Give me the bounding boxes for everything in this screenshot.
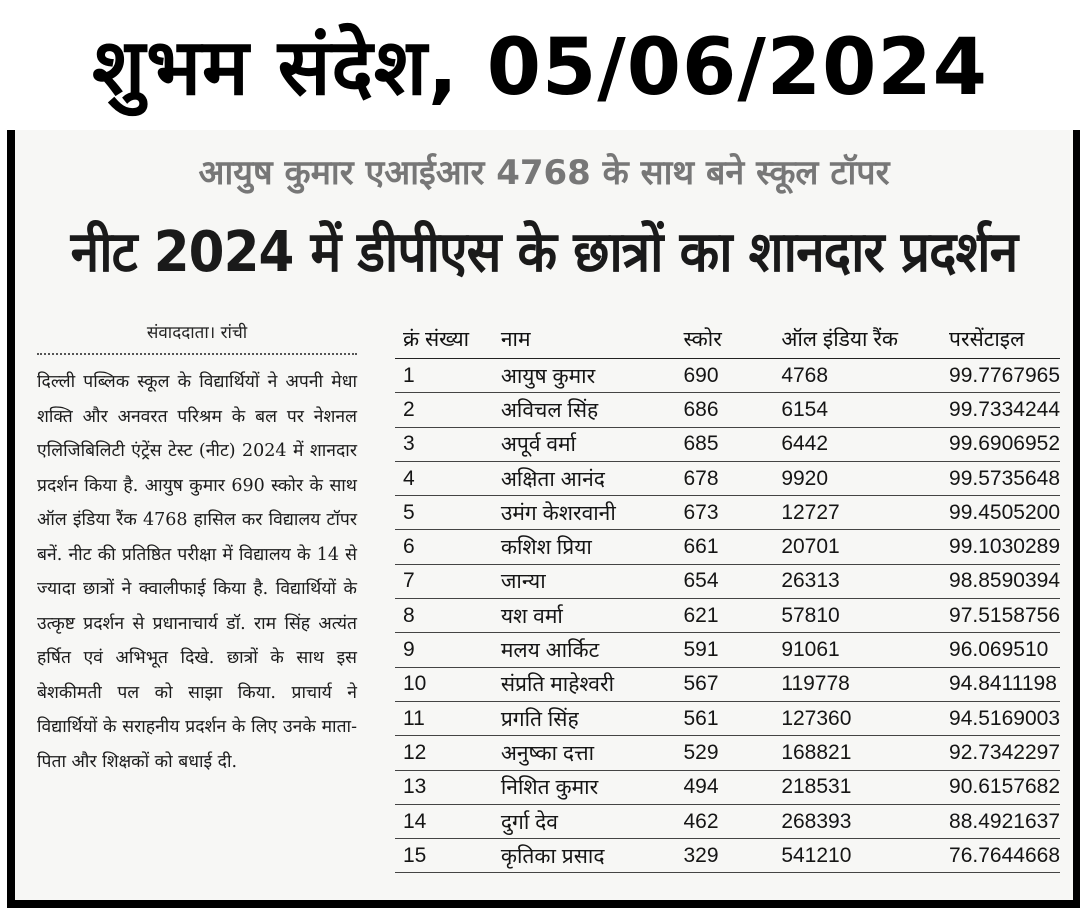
column-header-serial: क्रं संख्या bbox=[395, 322, 493, 359]
cell-serial: 14 bbox=[395, 804, 493, 838]
cell-percentile: 76.7644668 bbox=[941, 839, 1060, 873]
cell-serial: 12 bbox=[395, 736, 493, 770]
cell-serial: 3 bbox=[395, 427, 493, 461]
cell-serial: 15 bbox=[395, 839, 493, 873]
cell-score: 685 bbox=[676, 427, 774, 461]
cell-percentile: 94.8411198 bbox=[941, 667, 1060, 701]
cell-name: प्रगति सिंह bbox=[493, 701, 676, 735]
cell-percentile: 99.1030289 bbox=[941, 530, 1060, 564]
cell-name: अक्षिता आनंद bbox=[493, 461, 676, 495]
cell-name: यश वर्मा bbox=[493, 599, 676, 633]
results-table bbox=[395, 322, 1060, 873]
cell-rank: 119778 bbox=[773, 667, 941, 701]
cell-serial: 9 bbox=[395, 633, 493, 667]
cell-name: निशित कुमार bbox=[493, 770, 676, 804]
table-row bbox=[395, 736, 1060, 770]
cell-name: आयुष कुमार bbox=[493, 359, 676, 393]
table-row bbox=[395, 770, 1060, 804]
cell-percentile: 99.6906952 bbox=[941, 427, 1060, 461]
cell-percentile: 94.5169003 bbox=[941, 701, 1060, 735]
cell-percentile: 90.6157682 bbox=[941, 770, 1060, 804]
byline-divider bbox=[37, 353, 357, 355]
cell-rank: 168821 bbox=[773, 736, 941, 770]
byline: संवाददाता। रांची bbox=[146, 323, 248, 343]
column-header-percentile: परसेंटाइल bbox=[941, 322, 1060, 359]
column-header-score: स्कोर bbox=[676, 322, 774, 359]
cell-score: 661 bbox=[676, 530, 774, 564]
cell-rank: 12727 bbox=[773, 496, 941, 530]
table-row bbox=[395, 359, 1060, 393]
cell-name: अनुष्का दत्ता bbox=[493, 736, 676, 770]
cell-name: अविचल सिंह bbox=[493, 393, 676, 427]
cell-rank: 91061 bbox=[773, 633, 941, 667]
cell-serial: 13 bbox=[395, 770, 493, 804]
table-row bbox=[395, 564, 1060, 598]
article-story bbox=[37, 320, 357, 779]
results-body bbox=[395, 359, 1060, 873]
cell-serial: 6 bbox=[395, 530, 493, 564]
cell-percentile: 99.7334244 bbox=[941, 393, 1060, 427]
cell-score: 673 bbox=[676, 496, 774, 530]
article-frame bbox=[7, 130, 1080, 908]
cell-percentile: 88.4921637 bbox=[941, 804, 1060, 838]
cell-score: 686 bbox=[676, 393, 774, 427]
column-header-name: नाम bbox=[493, 322, 676, 359]
cell-rank: 268393 bbox=[773, 804, 941, 838]
cell-rank: 20701 bbox=[773, 530, 941, 564]
cell-percentile: 96.069510 bbox=[941, 633, 1060, 667]
cell-score: 329 bbox=[676, 839, 774, 873]
article-headline: नीट 2024 में डीपीएस के छात्रों का शानदार प्रदर्शन bbox=[70, 220, 1018, 285]
cell-percentile: 99.4505200 bbox=[941, 496, 1060, 530]
cell-serial: 4 bbox=[395, 461, 493, 495]
cell-percentile: 92.7342297 bbox=[941, 736, 1060, 770]
cell-score: 494 bbox=[676, 770, 774, 804]
cell-percentile: 98.8590394 bbox=[941, 564, 1060, 598]
cell-score: 567 bbox=[676, 667, 774, 701]
cell-rank: 4768 bbox=[773, 359, 941, 393]
table-row bbox=[395, 461, 1060, 495]
article-body: दिल्ली पब्लिक स्कूल के विद्यार्थियों ने अपनी मेधा शक्ति और अनवरत परिश्रम के बल पर नेशनल एलिजिबिलिटी एंट्रेंस टेस्ट (नीट) 2024 में शानदार प्रदर्शन किया है. आयुष कुमार 690 स्कोर के साथ ऑल इंडिया रैंक 4768 हासिल कर विद्यालय टॉपर बनें. नीट की प्रतिष्ठित परीक्षा में विद्यालय के 14 से ज्यादा छात्रों ने क्वालीफाई किया है. विद्यार्थियों के उत्कृष्ट प्रदर्शन से प्रधानाचार्य डॉ. राम सिंह अत्यंत हर्षित एवं अभिभूत दिखे. छात्रों के साथ इस बेशकीमती पल को साझा किया. प्राचार्य ने विद्यार्थियों के सराहनीय प्रदर्शन के लिए उनके माता-पिता और शिक्षकों को बधाई दी. bbox=[37, 372, 357, 772]
cell-name: जान्या bbox=[493, 564, 676, 598]
cell-rank: 218531 bbox=[773, 770, 941, 804]
cell-serial: 2 bbox=[395, 393, 493, 427]
cell-score: 654 bbox=[676, 564, 774, 598]
cell-score: 529 bbox=[676, 736, 774, 770]
table-row bbox=[395, 496, 1060, 530]
cell-score: 561 bbox=[676, 701, 774, 735]
cell-serial: 7 bbox=[395, 564, 493, 598]
cell-percentile: 99.5735648 bbox=[941, 461, 1060, 495]
column-header-rank: ऑल इंडिया रैंक bbox=[773, 322, 941, 359]
cell-serial: 10 bbox=[395, 667, 493, 701]
table-row bbox=[395, 427, 1060, 461]
cell-rank: 9920 bbox=[773, 461, 941, 495]
table-row bbox=[395, 633, 1060, 667]
cell-rank: 6154 bbox=[773, 393, 941, 427]
cell-serial: 11 bbox=[395, 701, 493, 735]
cell-rank: 26313 bbox=[773, 564, 941, 598]
table-row bbox=[395, 393, 1060, 427]
cell-rank: 6442 bbox=[773, 427, 941, 461]
cell-score: 690 bbox=[676, 359, 774, 393]
cell-name: मलय आर्किट bbox=[493, 633, 676, 667]
cell-rank: 541210 bbox=[773, 839, 941, 873]
cell-name: दुर्गा देव bbox=[493, 804, 676, 838]
cell-percentile: 97.5158756 bbox=[941, 599, 1060, 633]
table-row bbox=[395, 599, 1060, 633]
table-row bbox=[395, 839, 1060, 873]
article-kicker: आयुष कुमार एआईआर 4768 के साथ बने स्कूल टॉपर bbox=[198, 153, 890, 193]
cell-name: संप्रति माहेश्वरी bbox=[493, 667, 676, 701]
table-row bbox=[395, 530, 1060, 564]
cell-rank: 127360 bbox=[773, 701, 941, 735]
cell-name: कृतिका प्रसाद bbox=[493, 839, 676, 873]
masthead-title: शुभम संदेश, 05/06/2024 bbox=[92, 23, 988, 113]
cell-serial: 1 bbox=[395, 359, 493, 393]
cell-percentile: 99.7767965 bbox=[941, 359, 1060, 393]
cell-score: 591 bbox=[676, 633, 774, 667]
cell-serial: 8 bbox=[395, 599, 493, 633]
cell-name: उमंग केशरवानी bbox=[493, 496, 676, 530]
cell-score: 678 bbox=[676, 461, 774, 495]
cell-score: 621 bbox=[676, 599, 774, 633]
results-table-wrap bbox=[395, 322, 1060, 873]
cell-score: 462 bbox=[676, 804, 774, 838]
results-header-row bbox=[395, 322, 1060, 359]
table-row bbox=[395, 701, 1060, 735]
cell-serial: 5 bbox=[395, 496, 493, 530]
cell-name: अपूर्व वर्मा bbox=[493, 427, 676, 461]
cell-rank: 57810 bbox=[773, 599, 941, 633]
table-row bbox=[395, 667, 1060, 701]
cell-name: कशिश प्रिया bbox=[493, 530, 676, 564]
table-row bbox=[395, 804, 1060, 838]
